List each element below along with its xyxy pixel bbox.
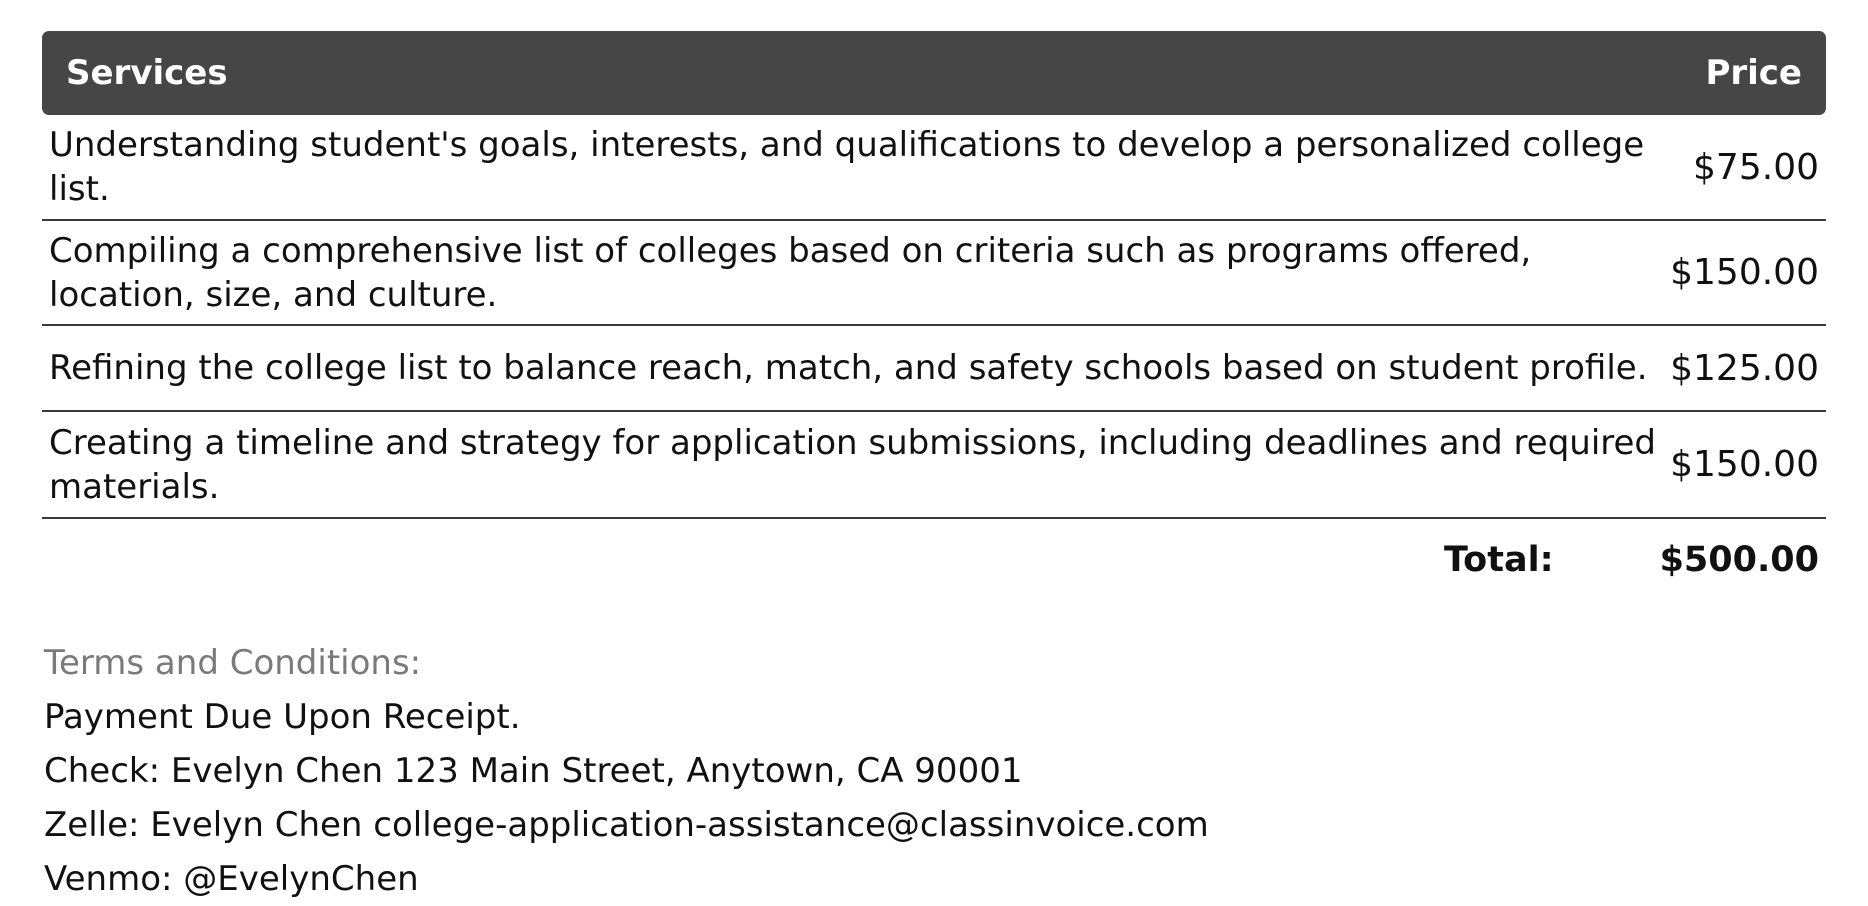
total-value: $500.00 — [1659, 540, 1819, 580]
total-row — [42, 519, 1826, 601]
venmo-payment-text: Venmo: @EvelynChen — [44, 859, 419, 899]
services-column-header: Services — [66, 53, 228, 93]
table-row — [42, 221, 1826, 326]
total-label: Total: — [1443, 540, 1554, 580]
service-description: Compiling a comprehensive list of colleges based on criteria such as programs offered, location, size, and culture. — [49, 230, 1532, 315]
price-column-header: Price — [1705, 53, 1802, 93]
terms-section — [44, 636, 1209, 906]
table-header — [42, 31, 1826, 115]
service-description: Refining the college list to balance reach, match, and safety schools based on student profile. — [49, 348, 1648, 388]
service-description: Creating a timeline and strategy for application submissions, including deadlines and required materials. — [49, 422, 1657, 507]
payment-due-text: Payment Due Upon Receipt. — [44, 697, 521, 737]
service-price: $125.00 — [1670, 347, 1819, 389]
services-table — [42, 31, 1826, 601]
service-price: $150.00 — [1670, 252, 1819, 293]
table-row — [42, 412, 1826, 519]
check-payment-text: Check: Evelyn Chen 123 Main Street, Anytown, CA 90001 — [44, 751, 1023, 791]
table-row — [42, 326, 1826, 412]
terms-title: Terms and Conditions: — [44, 643, 422, 683]
service-price: $75.00 — [1693, 146, 1819, 188]
service-description: Understanding student's goals, interests, and qualifications to develop a personalized college list. — [49, 125, 1645, 209]
service-price: $150.00 — [1670, 444, 1819, 485]
zelle-payment-text: Zelle: Evelyn Chen college-application-assistance@classinvoice.com — [44, 805, 1209, 845]
table-row — [42, 115, 1826, 221]
